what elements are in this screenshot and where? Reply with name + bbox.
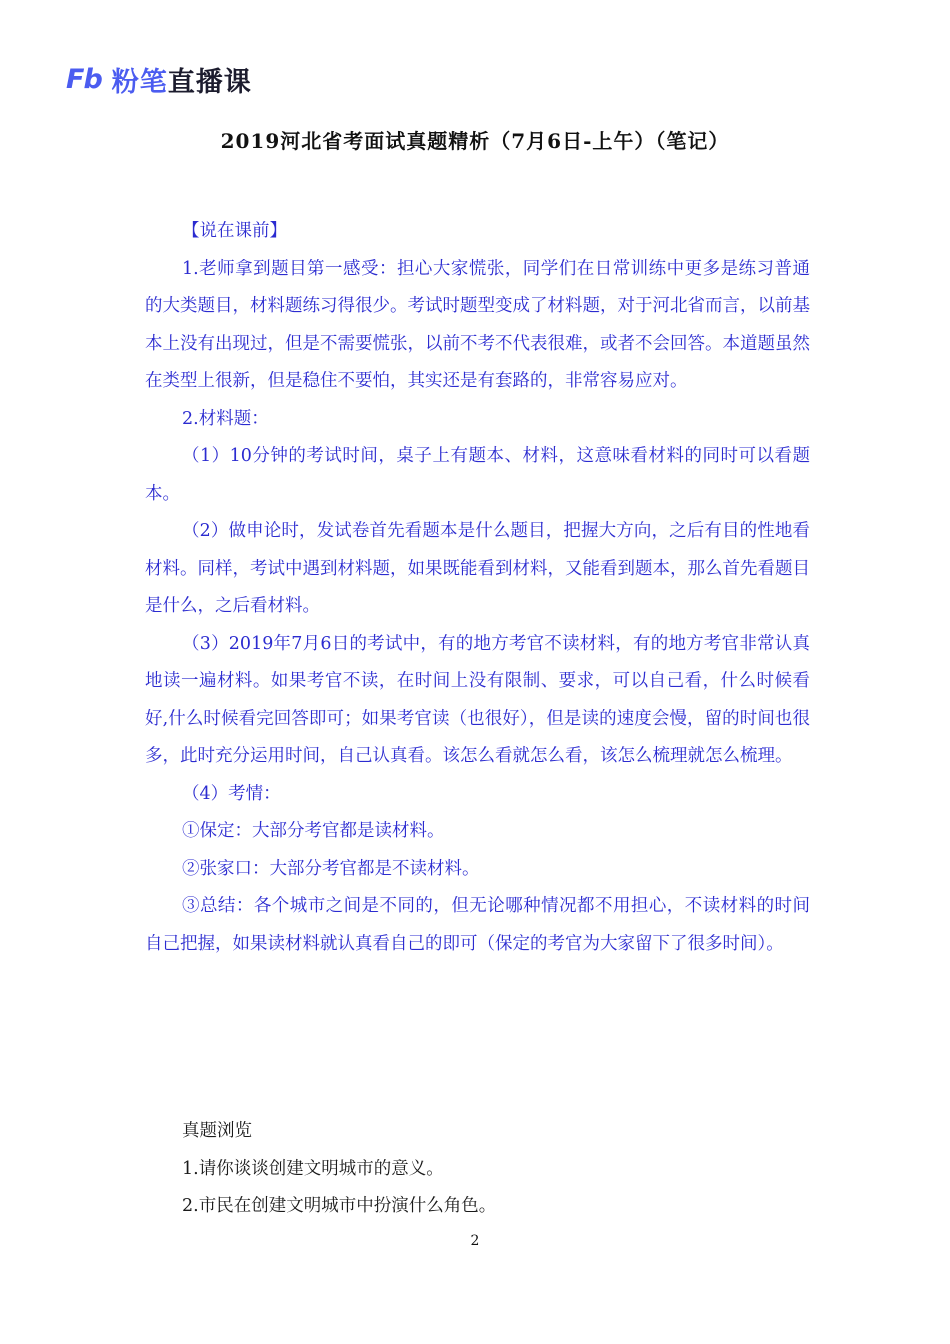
paragraph: 2.材料题：: [182, 408, 269, 429]
logo-mark: Fb: [66, 63, 102, 95]
question-preview: [145, 1113, 810, 1226]
preview-heading: 真题浏览: [182, 1121, 252, 1141]
document-title: 2019河北省考面试真题精析（7月6日-上午）（笔记）: [220, 129, 730, 153]
preview-question: 1.请你谈谈创建文明城市的意义。: [182, 1158, 444, 1179]
notes-body: [145, 213, 810, 963]
logo-brand-text: 粉笔: [111, 66, 168, 98]
paragraph: （2）做申论时，发试卷首先看题本是什么题目，把握大方向，之后有目的性地看材料。同样，考试中遇到材料题，如果既能看到材料，又能看到题本，那么首先看题目是什么，之后看材料。: [145, 521, 810, 616]
paragraph: （1）10分钟的考试时间，桌子上有题本、材料，这意味看材料的同时可以看题本。: [145, 446, 810, 504]
paragraph: ②张家口：大部分考官都是不读材料。: [182, 858, 480, 879]
paragraph: （4）考情：: [182, 783, 281, 804]
logo-text: [112, 60, 252, 99]
brand-logo: [66, 62, 252, 96]
paragraph: （3）2019年7月6日的考试中，有的地方考官不读材料，有的地方考官非常认真地读一遍材料。如果考官不读，在时间上没有限制、要求，可以自己看，什么时候看好,什么时候看完回答即可；如果考官读（也很好），但是读的速度会慢，留的时间也很多，此时充分运用时间，自己认真看。该怎么看就怎么看，该怎么梳理就怎么梳理。: [145, 633, 810, 766]
paragraph: ③总结：各个城市之间是不同的，但无论哪种情况都不用担心，不读材料的时间自己把握，如果读材料就认真看自己的即可（保定的考官为大家留下了很多时间）。: [145, 896, 810, 954]
paragraph: 1.老师拿到题目第一感受：担心大家慌张，同学们在日常训练中更多是练习普通的大类题目，材料题练习得很少。考试时题型变成了材料题，对于河北省而言，以前基本上没有出现过，但是不需要慌张，以前不考不代表很难，或者不会回答。本道题虽然在类型上很新，但是稳住不要怕，其实还是有套路的，非常容易应对。: [145, 258, 810, 391]
preview-question: 2.市民在创建文明城市中扮演什么角色。: [182, 1196, 497, 1216]
paragraph: ①保定：大部分考官都是读材料。: [182, 821, 445, 841]
section-heading: 【说在课前】: [182, 221, 287, 241]
logo-rest-text: 直播课: [167, 66, 252, 98]
page-number: 2: [470, 1233, 480, 1249]
